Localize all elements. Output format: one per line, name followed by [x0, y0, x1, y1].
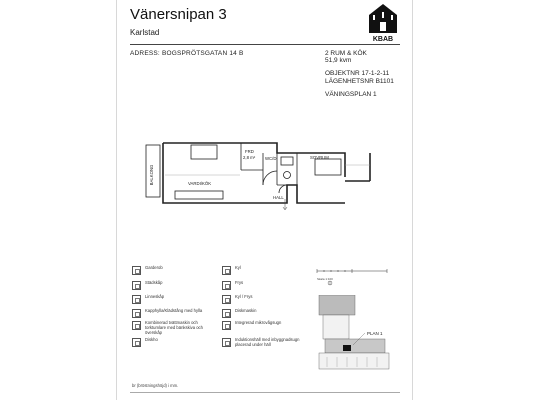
kbab-logo	[367, 3, 399, 43]
legend-item	[222, 266, 241, 275]
object-number: OBJEKTNR 17-1-2-11	[325, 70, 390, 78]
legend-item	[132, 295, 164, 304]
legend-item	[132, 266, 163, 275]
building-keymap	[317, 295, 397, 377]
scale-bar	[315, 266, 390, 286]
floorplan-sheet	[117, 0, 412, 400]
apartment-info	[325, 50, 394, 98]
label-frd: FRD	[245, 149, 254, 154]
linen-cabinet-icon	[132, 295, 141, 304]
legend-label: Garderob	[145, 265, 163, 270]
induction-hob-icon	[222, 338, 231, 347]
legend-item	[222, 309, 256, 318]
legend-label: Städskåp	[145, 280, 163, 285]
label-frd-area: 2,8 m²	[243, 155, 256, 160]
fridge-freezer-icon	[222, 295, 231, 304]
freezer-icon	[222, 281, 231, 290]
label-wc: WC/D	[265, 156, 277, 161]
legend-label: Diskho	[145, 337, 158, 342]
washer-dryer-icon	[132, 321, 141, 330]
floor-plan	[145, 135, 385, 215]
label-kitchen: VARDI/KÖK	[188, 181, 212, 186]
legend-label: Kyl	[235, 265, 241, 270]
scale-label: Skala 1:100	[317, 277, 333, 281]
wardrobe-icon	[132, 266, 141, 275]
page-subtitle: Karlstad	[130, 28, 160, 37]
sink-icon	[132, 338, 141, 347]
legend-label: Induktionshäll med inbyggnadsugn placerad under häll	[235, 337, 300, 347]
area: 51,9 kvm	[325, 57, 352, 65]
legend-item	[222, 338, 300, 348]
legend-item	[222, 321, 281, 330]
legend	[132, 266, 322, 356]
legend-item	[222, 295, 252, 304]
keymap-label: PLAN 1	[367, 331, 383, 336]
legend-label: Kapphylla/Klädstång med hylla	[145, 308, 203, 313]
legend-item	[132, 321, 203, 335]
footer-rule	[130, 392, 400, 393]
legend-label: Integrerad mikrovågsugn	[235, 320, 282, 325]
label-balcony: BALKONG	[149, 164, 154, 186]
legend-label: Kyl / Frys	[235, 294, 253, 299]
microwave-icon	[222, 321, 231, 330]
address: ADRESS: BOGSPRÖTSGATAN 14 B	[130, 50, 244, 57]
label-hall: HALL	[273, 195, 284, 200]
legend-label: Kombinerad tvättmaskin och torktumlare med bänkskiva och överskåp	[145, 320, 203, 335]
cleaning-cabinet-icon	[132, 281, 141, 290]
floor-level: VÄNINGSPLAN 1	[325, 90, 377, 98]
legend-item	[222, 281, 243, 290]
legend-item	[132, 281, 162, 290]
legend-label: Linneskåp	[145, 294, 165, 299]
legend-item	[132, 309, 202, 318]
label-bedroom: SOVRUM	[310, 155, 329, 160]
legend-label: Diskmaskin	[235, 308, 257, 313]
legend-item	[132, 338, 158, 347]
apartment-number: LÄGENHETSNR B1101	[325, 77, 394, 85]
header-rule	[130, 44, 400, 45]
rooms: 2 RUM & KÖK	[325, 50, 367, 57]
legend-label: Frys	[235, 280, 244, 285]
dishwasher-icon	[222, 309, 231, 318]
footnote: br (bröstningshöjd) i mm.	[132, 383, 179, 388]
fridge-icon	[222, 266, 231, 275]
coat-rack-icon	[132, 309, 141, 318]
logo-text: KBAB	[372, 36, 394, 43]
page-title: Vänersnipan 3	[130, 6, 227, 23]
